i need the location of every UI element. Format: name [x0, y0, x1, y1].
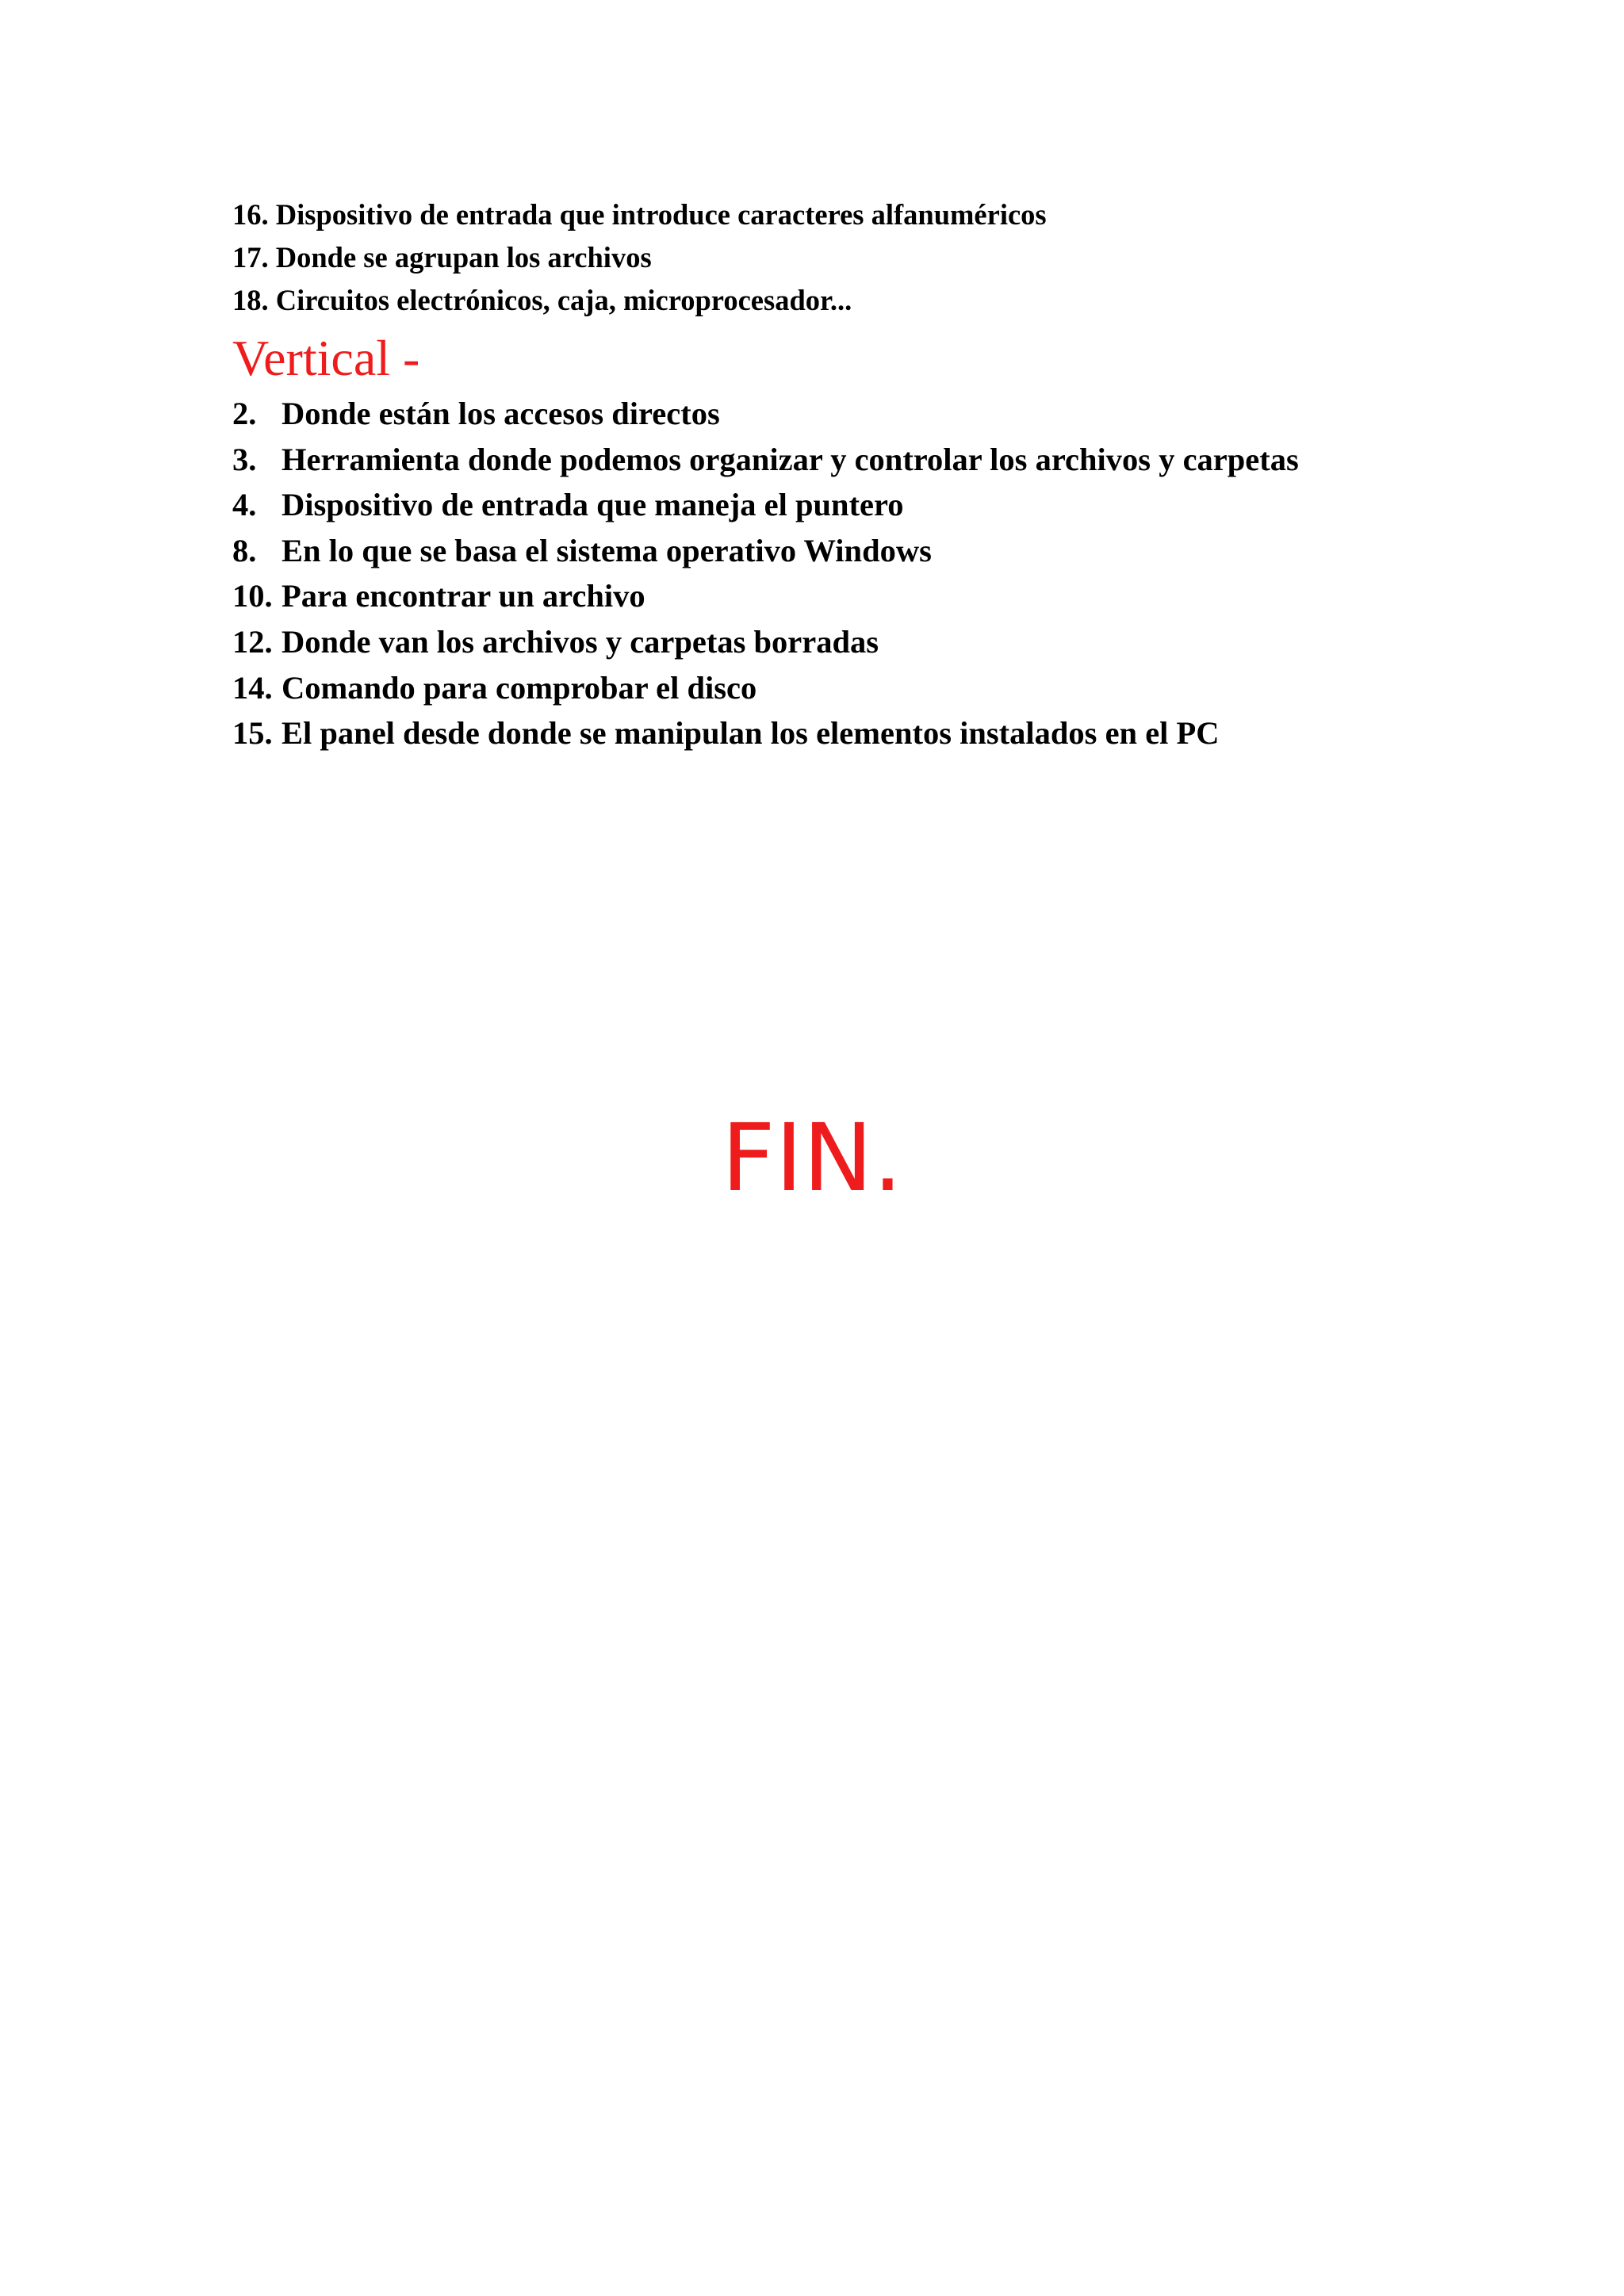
item-text: Donde se agrupan los archivos — [275, 241, 652, 274]
item-text: En lo que se basa el sistema operativo Windows — [282, 532, 932, 568]
item-text: Circuitos electrónicos, caja, microprocesador... — [275, 284, 852, 316]
item-number: 12. — [232, 623, 273, 660]
vertical-heading: Vertical - — [232, 330, 420, 386]
list-item — [232, 710, 1299, 756]
item-number: 14. — [232, 669, 273, 706]
list-item — [232, 279, 1047, 322]
item-number: 18. — [232, 284, 269, 316]
item-text: Comando para comprobar el disco — [282, 669, 757, 706]
list-item — [232, 236, 1047, 279]
item-number: 3. — [232, 441, 257, 477]
item-text: Dispositivo de entrada que introduce caracteres alfanuméricos — [275, 198, 1047, 231]
list-item — [232, 528, 1299, 574]
list-item — [232, 665, 1299, 711]
item-text: Donde están los accesos directos — [282, 396, 720, 431]
item-text: Herramienta donde podemos organizar y controlar los archivos y carpetas — [282, 441, 1299, 477]
item-text: Donde van los archivos y carpetas borradas — [282, 623, 879, 660]
list-item — [232, 437, 1299, 483]
horizontal-clues-list — [232, 193, 1047, 322]
item-text: El panel desde donde se manipulan los elementos instalados en el PC — [282, 715, 1220, 752]
item-number: 2. — [232, 396, 257, 431]
item-number: 16. — [232, 198, 269, 231]
vertical-clues-list — [232, 391, 1299, 756]
list-item — [232, 391, 1299, 437]
item-number: 4. — [232, 487, 257, 523]
item-text: Para encontrar un archivo — [282, 578, 645, 614]
list-item — [232, 482, 1299, 528]
item-number: 10. — [232, 578, 273, 614]
item-number: 8. — [232, 532, 257, 568]
list-item — [232, 619, 1299, 665]
item-number: 17. — [232, 241, 269, 274]
list-item — [232, 573, 1299, 619]
end-title: FIN. — [721, 1103, 903, 1212]
item-number: 15. — [232, 715, 273, 752]
item-text: Dispositivo de entrada que maneja el puntero — [282, 487, 904, 523]
list-item — [232, 193, 1047, 236]
